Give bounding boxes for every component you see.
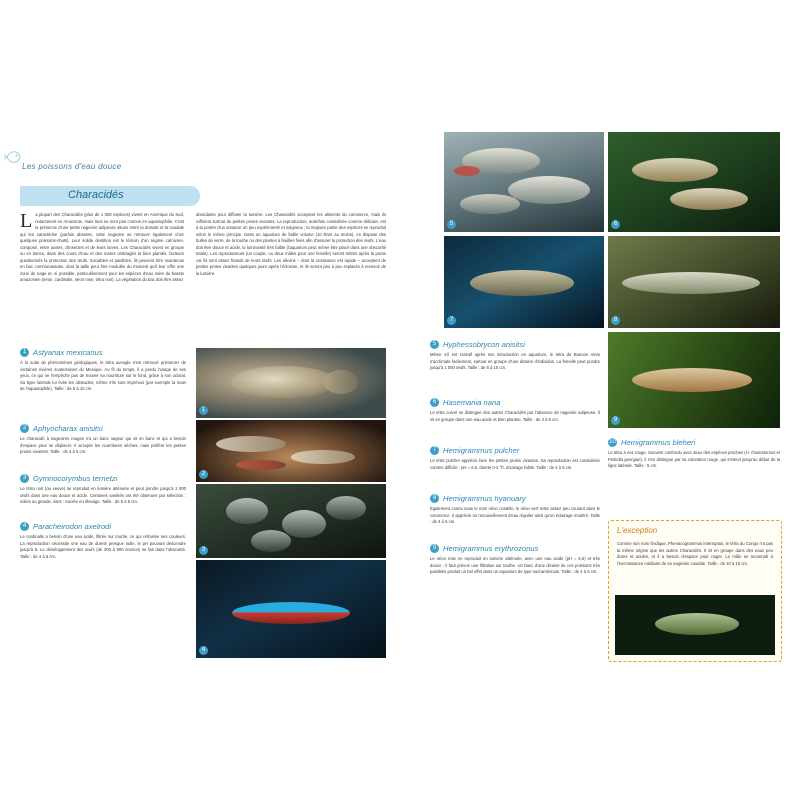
entry-title-9: Hemigrammus erythrozonus — [443, 544, 539, 553]
entry-text-6: Le tétra cuivré se distingue des autres Characidés par l'absence de nageoire adipeuse. Il vit en groupe dans une eau acide et bien plantée. Taille : de 4 à 5 cm. — [430, 410, 600, 422]
photo-badge-1: 1 — [199, 406, 208, 415]
entry-title-6: Hasemania nana — [443, 398, 501, 407]
entry-number-10: 10 — [609, 439, 616, 445]
drop-cap: L — [20, 210, 33, 232]
chapter-title-bar — [20, 186, 200, 206]
photo-paracheirodon-axelrodi — [196, 560, 386, 658]
intro-column-2: abondante pour diffuser la lumière. Les Characidés acceptent les aliments du commerce, mais ils raffolent surtout de petites proies vivantes. La reproduction, autrefois considérée comme délicate, est à la portée d'un amateur un peu expérimenté et soigneux ; la majeure partie des espèces se reproduit selon le même principe. Dans un aquarium de faible volume (10 litres au moins), en dispose des bulles de verre, de la tourbe ou des plantes à feuilles fines afin d'assurer la protection des œufs. L'eau doit être douce et acide, la luminosité très faible (l'aquarium peut même être placé dans une obscurité totale). Les reproducteurs (un couple, ou deux mâles pour une femelle) seront retirés après la ponte car ils sont assez friands de leurs œufs. Les alevins – dont la croissance est rapide – acceptent de petites proies vivantes quelques jours après l'éclosion, et ils seront peu à peu replacés à recevoir de la lumière. — [196, 212, 386, 276]
entry-title-10: Hemigrammus bleheri — [621, 438, 696, 447]
photo-badge-6: 6 — [611, 220, 620, 229]
photo-aphyocharax-anisitsi — [196, 420, 386, 482]
entry-text-7: Le tétra pulcher apprécie bien les petites proies vivantes. Sa reproduction est considérée comme difficile : pH = 6,5, dureté 0-2 °fr, éclairage faible. Taille : de 4 à 5 cm. — [430, 458, 600, 470]
entry-text-4: Le cardinalis a besoin d'une eau acide, filtrée sur tourbe, ce qui refrasine ses couleurs. La reproduction nécessite une eau de dureté presque nulle, le pH pouvant descendre jusqu'à 5. Le développement des œufs (de 300 à 500 environ) se fait dans l'obscurité. Taille : de 4 à 5 cm. — [20, 534, 186, 559]
entry-text-2: Le characidé à nageoires rouges n'a un banc nageur qui vit en banc et qui a besoin d'espace pour se déplacer. Il accepte les nourritures sèches, mais préfère les petites proies vivantes. Taille : de 4 à 5 cm. — [20, 436, 186, 454]
entry-text-3: Le tétra noir (ou veuve) se reproduit en lumière atténuée et peut pondre jusqu'à 1 000 œufs dans une eau douce et acide. Certaines variétés ont été obtenues par sélection : voiles ou grande, sites : nacrée en élevage. Taille : de 5 à 6 cm. — [20, 486, 186, 504]
entry-number-3: 3 — [20, 474, 29, 483]
entry-title-2: Aphyocharax anisitsi — [33, 424, 103, 433]
entry-title-5: Hyphessobrycon anisitsi — [443, 340, 525, 349]
entry-number-4: 4 — [20, 522, 29, 531]
fish-logo-icon — [4, 146, 22, 168]
exception-box — [608, 520, 782, 662]
entry-title-1: Astyanax mexicanus — [33, 348, 103, 357]
entry-number-9: 9 — [430, 544, 439, 553]
entry-text-9: Le néon rose ne reproduit en lumière atténuée, avec une eau acide (pH = 6,5) et très douce ; il faut prévoir une filtration sur tourbe. Un banc d'une dizaine de ces poissons très paisibles produit un bel effet dans un aquarium de type sud-américain. Taille : de 4 à 5 cm. — [430, 556, 600, 574]
chapter-title: Characidés — [68, 189, 124, 201]
entry-title-3: Gymnocorymbus ternetzi — [33, 474, 118, 483]
entry-title-8: Hemigrammus hyanuary — [443, 494, 526, 503]
running-head: Les poissons d'eau douce — [22, 162, 122, 171]
photo-hyphessobrycon-anisitsi — [444, 132, 604, 232]
photo-hemigrammus-erythrozonus — [608, 332, 780, 428]
photo-hemigrammus-hyanuary — [608, 236, 780, 328]
photo-astyanax-mexicanus — [196, 348, 386, 418]
entry-text-1: À la suite de phénomènes géologiques, le tétra aveugle s'est retrouvé prisonnier de certaines rivières souterraines du Mexique. Au fil du temps, il a perdu l'usage de ses yeux, ce qui ne l'empêche pas de trouver sa nourriture sur le fond, grâce à son odorat. Sa ligne latérale lui évite les obstacles, même s'ils sont imprévus (par exemple la main de l'aquariophile). Taille : de 8 à 10 cm. — [20, 360, 186, 391]
intro-column-1 — [20, 212, 184, 284]
exception-title: L'exception — [617, 526, 658, 535]
entry-number-6: 6 — [430, 398, 439, 407]
photo-gymnocorymbus-ternetzi — [196, 484, 386, 558]
entry-number-7: 7 — [430, 446, 439, 455]
photo-hasemania-nana — [608, 132, 780, 232]
photo-badge-8: 8 — [611, 316, 620, 325]
entry-number-8: 8 — [430, 494, 439, 503]
photo-badge-2: 2 — [199, 470, 208, 479]
entry-number-5: 5 — [430, 340, 439, 349]
intro-text-1: a plupart des Characidés (plus de 1 000 espèces) vivent en Amérique du Sud, notamment en Amazonie, mais tous ne sont pas connus en aquariophilie. C'est la présence d'une petite nageoire adipeuse située entre la dorsale et la caudale qui les caractérise (parfois absente, cette nageoire se retrouve également chez quelques poissons-chats). Leur solide dentition est le témoin d'un régime carnivore, composé, entre autres, d'insectes et de leurs larves. Les Characidés vivent en groupe ou en bancs, dans des cours d'eau et des mares ombragés et bien plantés, facteurs questionnés la protection des œufs. Sociables et paisibles, ils peuvent être maintenus en bac communautaire, dont la taille peut être modulée du moment qu'il leur offre une zone de nage et, si possible, particulièrement pour les espèces d'eau noire du bassin amazonien (néon, cardinalis, néon rose, tétra noir). La végétation du bac doit être assez — [20, 212, 184, 282]
entry-number-2: 2 — [20, 424, 29, 433]
photo-phenacogrammus-interruptus — [615, 595, 775, 655]
photo-badge-5: 5 — [447, 220, 456, 229]
photo-hemigrammus-pulcher — [444, 236, 604, 328]
photo-badge-7: 7 — [447, 316, 456, 325]
exception-text: Comme son nom l'indique, Phenacogrammus interruptus, le tétra du Congo n'a pas la même origine que les autres Characidés. Il vit en groupe dans des eaux peu dures et acides, et il a besoin d'espace pour nager. Le mâle se reconnaît à l'excroissance médiane de sa nageoire caudale. Taille : de 10 à 15 cm. — [617, 541, 773, 566]
entry-title-7: Hemigrammus pulcher — [443, 446, 520, 455]
entry-number-1: 1 — [20, 348, 29, 357]
photo-badge-9: 9 — [611, 416, 620, 425]
entry-text-5: Même s'il est craintif après son introduction en aquarium, le tétra de Buenos Aires s'acclimate facilement, surtout en groupe d'une dizaine d'individus. La femelle peut pondre jusqu'à 1 000 œufs. Taille : de 6 à 10 cm. — [430, 352, 600, 370]
photo-badge-4: 4 — [199, 646, 208, 655]
entry-title-4: Paracheirodon axelrodi — [33, 522, 112, 531]
photo-badge-3: 3 — [199, 546, 208, 555]
entry-text-10: Le tétra à nez rouge. Souvent confondu avec deux des espèces proches (H. rhodostomus et Petitella georgiae), il s'en distingue par sa coloration rouge, qui s'étend jusqu'au début de la ligne latérale. Taille : 5 cm. — [608, 450, 780, 468]
entry-text-8: Également connu sous le nom néon costello, le néon vert reste assez peu courant dans le commerce. Il apprécie un renouvellement d'eau régulier ainsi qu'un éclairage modéré. Taille : de 4 à 5 cm. — [430, 506, 600, 524]
